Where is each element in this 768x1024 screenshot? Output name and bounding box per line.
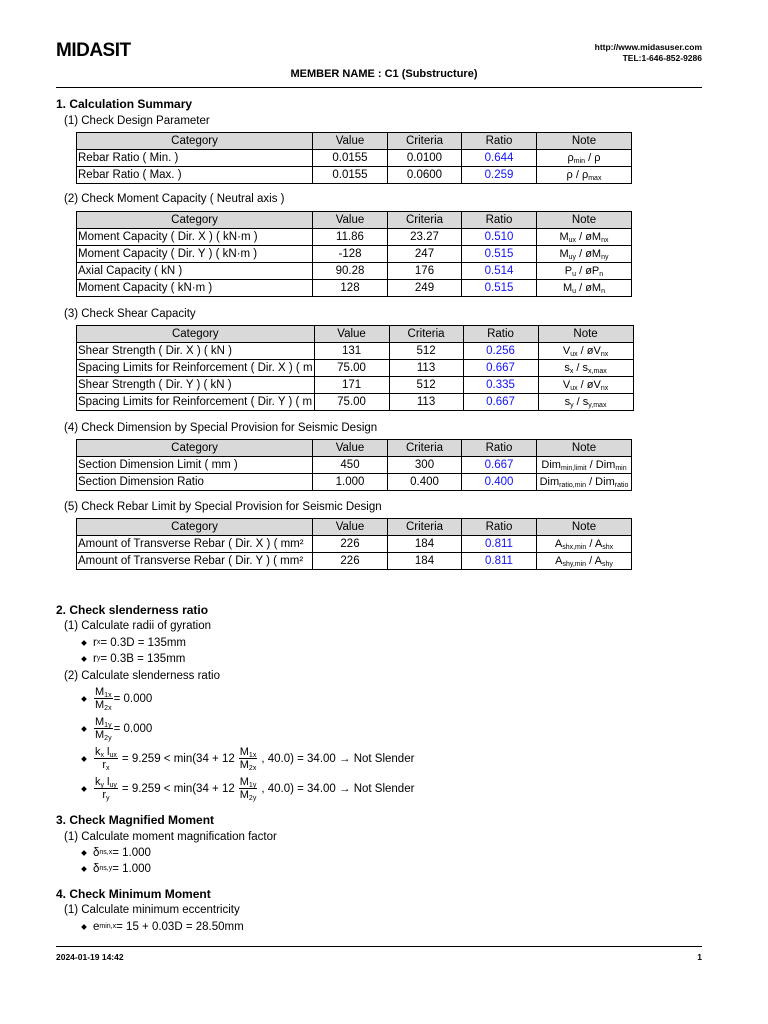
column-header: Criteria (388, 133, 462, 150)
company-logo: MIDASIT (56, 40, 131, 61)
member-name: MEMBER NAME : C1 (Substructure) (290, 68, 478, 80)
value-cell: 128 (313, 280, 388, 297)
header-divider (56, 87, 702, 88)
category-cell: Moment Capacity ( Dir. Y ) ( kN·m ) (77, 246, 313, 263)
value-cell: -128 (313, 246, 388, 263)
value-cell: 1.000 (313, 474, 388, 491)
column-header: Ratio (462, 133, 537, 150)
note-cell: $A_{shx,min} / A_{shx}$ (537, 536, 632, 553)
value-cell: 75.00 (314, 394, 389, 411)
criteria-cell: 0.0100 (388, 150, 462, 167)
ratio-cell: 0.510 (462, 229, 537, 246)
column-header: Criteria (388, 440, 462, 457)
column-header: Criteria (389, 326, 463, 343)
ratio-cell: 0.811 (462, 553, 537, 570)
ratio-cell: 0.514 (462, 263, 537, 280)
value-cell: 450 (313, 457, 388, 474)
moment-ratio-x-line: $\frac{M_{1x}}{M_{2x}}$ = 0.000 (82, 686, 152, 711)
column-header: Value (314, 326, 389, 343)
ratio-cell: 0.259 (462, 167, 537, 184)
column-header: Note (537, 212, 632, 229)
table-row (77, 343, 634, 360)
contact-info (595, 42, 702, 64)
bullet-icon (81, 726, 87, 732)
note-cell: $M_u$ / $øM_n$ (537, 280, 632, 297)
table-row (77, 263, 632, 280)
footer-divider (56, 946, 702, 947)
value-cell: 226 (313, 553, 388, 570)
criteria-cell: 184 (388, 553, 462, 570)
table-row (77, 394, 634, 411)
page-number: 1 (697, 952, 702, 962)
column-header: Note (538, 326, 633, 343)
category-cell: Axial Capacity ( kN ) (77, 263, 313, 280)
criteria-cell: 300 (388, 457, 462, 474)
value-cell: 171 (314, 377, 389, 394)
shear-capacity-table (76, 325, 634, 411)
rebar-limit-table (76, 518, 632, 570)
ratio-cell: 0.667 (463, 360, 538, 377)
table-row (77, 536, 632, 553)
category-cell: Section Dimension Ratio (77, 474, 313, 491)
ratio-cell: 0.400 (462, 474, 537, 491)
table-row (77, 150, 632, 167)
section-title: 3. Check Magnified Moment (56, 813, 215, 827)
table-row (77, 280, 632, 297)
criteria-cell: 0.0600 (388, 167, 462, 184)
note-cell: $A_{shy,min} / A_{shy}$ (537, 553, 632, 570)
bullet-icon (81, 786, 87, 792)
note-cell: $M_{ux}$ / $øM_{nx}$ (537, 229, 632, 246)
subsection-title: (1) Calculate radii of gyration (64, 620, 212, 632)
radius-y-line: r y = 0.3B = 135mm (82, 653, 185, 665)
column-header: Ratio (462, 440, 537, 457)
column-header: Note (537, 440, 632, 457)
slenderness-y-line: $\frac{k_y l_{uy}}{r_y}$ = 9.259 < min(34 + 12 $\frac{M_{1y}}{M_{2y}}$ , 40.0) = 34.00 → Not Slender (82, 776, 414, 801)
criteria-cell: 176 (388, 263, 462, 280)
column-header: Value (313, 519, 388, 536)
column-header: Value (313, 440, 388, 457)
subsection-title: (1) Calculate moment magnification factor (64, 831, 277, 843)
column-header: Criteria (388, 519, 462, 536)
bullet-icon (81, 756, 87, 762)
table-header-row (77, 326, 634, 343)
magnification-y-line: δ ns,y = 1.000 (82, 863, 151, 875)
table-header-row (77, 440, 632, 457)
note-cell: $s_x / s_{x,max}$ (538, 360, 633, 377)
table-row (77, 474, 632, 491)
ratio-cell: 0.515 (462, 280, 537, 297)
note-cell: ρ / $\rho_{max}$ (537, 167, 632, 184)
category-cell: Spacing Limits for Reinforcement ( Dir. X ) ( m (77, 360, 315, 377)
value-cell: 0.0155 (313, 150, 388, 167)
subsection-title: (3) Check Shear Capacity (64, 308, 196, 320)
ratio-cell: 0.667 (463, 394, 538, 411)
ratio-cell: 0.667 (462, 457, 537, 474)
category-cell: Spacing Limits for Reinforcement ( Dir. Y ) ( m (77, 394, 315, 411)
ratio-cell: 0.644 (462, 150, 537, 167)
table-header-row (77, 519, 632, 536)
column-header: Category (77, 519, 313, 536)
criteria-cell: 512 (389, 377, 463, 394)
column-header: Ratio (462, 519, 537, 536)
value-cell: 0.0155 (313, 167, 388, 184)
bullet-icon (81, 640, 87, 646)
table-row (77, 229, 632, 246)
note-cell: $s_y / s_{y,max}$ (538, 394, 633, 411)
section-title: 1. Calculation Summary (56, 97, 193, 111)
table-row (77, 360, 634, 377)
column-header: Value (313, 212, 388, 229)
category-cell: Amount of Transverse Rebar ( Dir. Y ) ( mm² (77, 553, 313, 570)
table-row (77, 457, 632, 474)
criteria-cell: 0.400 (388, 474, 462, 491)
subsection-title: (1) Calculate minimum eccentricity (64, 904, 240, 916)
criteria-cell: 113 (389, 394, 463, 411)
note-cell: $\rho_{min}$ / ρ (537, 150, 632, 167)
column-header: Note (537, 133, 632, 150)
table-row (77, 246, 632, 263)
criteria-cell: 249 (388, 280, 462, 297)
column-header: Value (313, 133, 388, 150)
table-header-row (77, 133, 632, 150)
note-cell: Dim$_{ratio,min}$ / Dim$_{ratio}$ (537, 474, 632, 491)
bullet-icon (81, 850, 87, 856)
note-cell: Dim$_{min,limit}$ / Dim$_{min}$ (537, 457, 632, 474)
category-cell: Moment Capacity ( kN·m ) (77, 280, 313, 297)
value-cell: 75.00 (314, 360, 389, 377)
value-cell: 131 (314, 343, 389, 360)
moment-ratio-y-line: $\frac{M_{1y}}{M_{2y}}$ = 0.000 (82, 716, 152, 741)
column-header: Category (77, 326, 315, 343)
print-date: 2024-01-19 14:42 (56, 952, 124, 962)
note-cell: $M_{uy}$ / $øM_{ny}$ (537, 246, 632, 263)
subsection-title: (5) Check Rebar Limit by Special Provision for Seismic Design (64, 501, 382, 513)
table-header-row (77, 212, 632, 229)
magnification-x-line: δ ns,x = 1.000 (82, 847, 151, 859)
subsection-title: (2) Check Moment Capacity ( Neutral axis ) (64, 193, 285, 205)
criteria-cell: 23.27 (388, 229, 462, 246)
criteria-cell: 184 (388, 536, 462, 553)
criteria-cell: 113 (389, 360, 463, 377)
ratio-cell: 0.256 (463, 343, 538, 360)
table-row (77, 377, 634, 394)
table-row (77, 167, 632, 184)
subsection-title: (2) Calculate slenderness ratio (64, 670, 220, 682)
column-header: Criteria (388, 212, 462, 229)
table-row (77, 553, 632, 570)
category-cell: Rebar Ratio ( Min. ) (77, 150, 313, 167)
category-cell: Rebar Ratio ( Max. ) (77, 167, 313, 184)
value-cell: 90.28 (313, 263, 388, 280)
slenderness-x-line: $\frac{k_x l_{ux}}{r_x}$ = 9.259 < min(34 + 12 $\frac{M_{1x}}{M_{2x}}$ , 40.0) = 34.00 → Not Slender (82, 746, 414, 771)
criteria-cell: 512 (389, 343, 463, 360)
category-cell: Section Dimension Limit ( mm ) (77, 457, 313, 474)
bullet-icon (81, 924, 87, 930)
subsection-title: (1) Check Design Parameter (64, 115, 210, 127)
radius-x-line: r x = 0.3D = 135mm (82, 637, 186, 649)
dimension-table (76, 439, 632, 491)
column-header: Category (77, 133, 313, 150)
section-title: 4. Check Minimum Moment (56, 887, 211, 901)
criteria-cell: 247 (388, 246, 462, 263)
category-cell: Amount of Transverse Rebar ( Dir. X ) ( mm² (77, 536, 313, 553)
column-header: Category (77, 212, 313, 229)
note-cell: $V_{ux}$ / $øV_{nx}$ (538, 343, 633, 360)
bullet-icon (81, 696, 87, 702)
bullet-icon (81, 866, 87, 872)
moment-capacity-table (76, 211, 632, 297)
website-url[interactable]: http://www.midasuser.com (594, 42, 702, 52)
bullet-icon (81, 656, 87, 662)
column-header: Ratio (462, 212, 537, 229)
design-parameter-table (76, 132, 632, 184)
note-cell: $V_{ux}$ / $øV_{nx}$ (538, 377, 633, 394)
column-header: Category (77, 440, 313, 457)
ratio-cell: 0.335 (463, 377, 538, 394)
category-cell: Moment Capacity ( Dir. X ) ( kN·m ) (77, 229, 313, 246)
eccentricity-x-line: e min,x = 15 + 0.03D = 28.50mm (82, 921, 244, 933)
column-header: Note (537, 519, 632, 536)
ratio-cell: 0.811 (462, 536, 537, 553)
phone-number: TEL:1-646-852-9286 (622, 53, 702, 63)
category-cell: Shear Strength ( Dir. Y ) ( kN ) (77, 377, 315, 394)
ratio-cell: 0.515 (462, 246, 537, 263)
value-cell: 226 (313, 536, 388, 553)
subsection-title: (4) Check Dimension by Special Provision for Seismic Design (64, 422, 378, 434)
value-cell: 11.86 (313, 229, 388, 246)
note-cell: $P_u$ / $øP_n$ (537, 263, 632, 280)
section-title: 2. Check slenderness ratio (56, 603, 209, 617)
column-header: Ratio (463, 326, 538, 343)
category-cell: Shear Strength ( Dir. X ) ( kN ) (77, 343, 315, 360)
